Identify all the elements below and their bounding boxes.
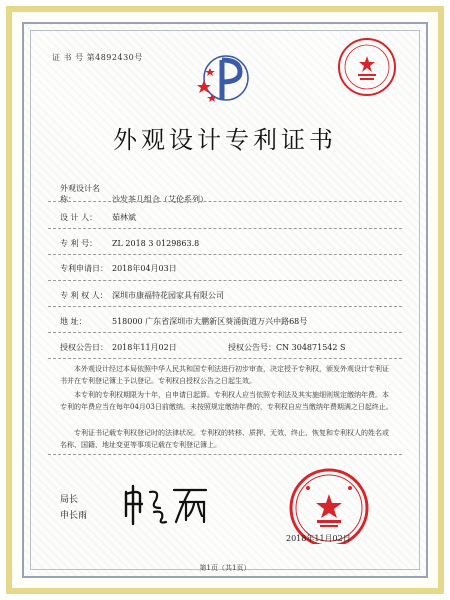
divider — [48, 201, 402, 202]
page-footer: 第1页（共1页） — [199, 564, 251, 572]
field-value: 深圳市康福特花园家具有限公司 — [112, 291, 224, 300]
signatory-block — [60, 492, 87, 524]
cnipa-logo-icon — [192, 50, 256, 110]
official-seal-icon — [270, 458, 388, 544]
field-value: 茹林斌 — [112, 213, 136, 222]
field-value: CN 304871542 S — [276, 343, 346, 352]
divider — [48, 254, 402, 255]
certificate-number: 证 书 号 第4892430号 — [52, 53, 143, 62]
field-value: 518000 广东省深圳市大鹏新区葵涌街道万兴中路68号 — [112, 317, 308, 326]
divider — [48, 332, 402, 333]
paragraph-term: 本专利的专利权期限为十年，自申请日起算。专利权人应当依照专利法及其实施细则规定缴纳年费。本专利的年费应当在每年04月03日前缴纳。未按照规定缴纳年费的，专利权自应当缴纳年费期满之日起终止。 — [60, 391, 393, 411]
field-value: 2018年11月02日 — [112, 343, 177, 352]
field-label: 专 利 号： — [60, 239, 98, 248]
paragraph-record: 专利证书记载专利权登记时的法律状况。专利权的转移、质押、无效、终止、恢复和专利权人的姓名或名称、国籍、地址变更等事项记载在专利登记簿上。 — [60, 429, 389, 449]
field-grant-date — [60, 342, 346, 353]
divider — [48, 306, 402, 307]
field-value: 2018年04月03日 — [112, 264, 177, 273]
field-label: 专 利 权 人： — [60, 291, 108, 300]
field-label: 外观设计名称： — [60, 184, 100, 204]
field-label: 专利申请日： — [60, 264, 108, 273]
signatory-name: 申长雨 — [60, 511, 88, 521]
field-label: 授权公告日： — [60, 343, 108, 352]
field-label: 授权公告号： — [228, 343, 276, 352]
page-title: 外观设计专利证书 — [113, 126, 337, 154]
field-designer — [60, 212, 136, 223]
field-application-date — [60, 263, 177, 274]
divider — [48, 358, 402, 359]
field-patentee — [60, 290, 224, 301]
divider — [48, 454, 402, 455]
field-address — [60, 316, 307, 327]
field-label: 设 计 人： — [60, 213, 98, 222]
handwritten-signature-icon — [120, 482, 212, 526]
divider — [48, 228, 402, 229]
seal-date: 2018年11月02日 — [286, 534, 351, 543]
field-value: 沙发茶几组合（艾伦系列） — [112, 195, 208, 204]
patent-office-seal-small-icon — [336, 36, 398, 98]
signatory-title: 局长 — [60, 495, 79, 505]
paragraph-grant: 本外观设计经过本局依照中华人民共和国专利法进行初步审查，决定授予专利权，颁发外观设计专利证书并在专利登记簿上予以登记。专利权自授权公告之日起生效。 — [60, 365, 389, 385]
field-label: 地 址： — [60, 317, 87, 326]
divider — [48, 280, 402, 281]
field-patent-number — [60, 238, 199, 249]
field-value: ZL 2018 3 0129863.8 — [112, 239, 200, 248]
